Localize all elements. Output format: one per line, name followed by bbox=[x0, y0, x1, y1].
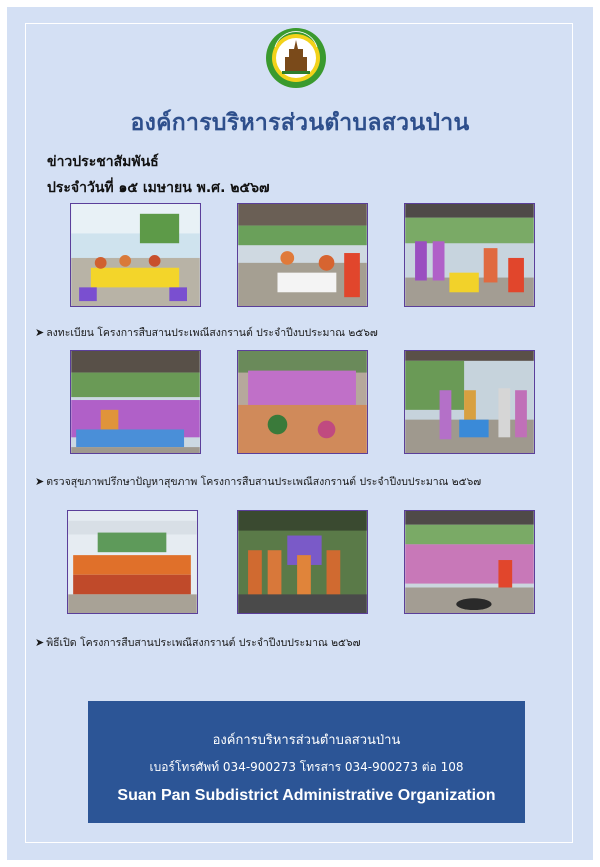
photo-opening-2 bbox=[237, 510, 368, 614]
photo-health-1 bbox=[70, 350, 201, 454]
photo-registration-1 bbox=[70, 203, 201, 307]
caption-health-check: ➤ ตรวจสุขภาพปรึกษาปัญหาสุขภาพ โครงการสืบสานประเพณีสงกรานต์ ประจำปีงบประมาณ ๒๕๖๗ bbox=[35, 475, 482, 488]
arrow-bullet-icon: ➤ bbox=[35, 326, 45, 339]
photo-opening-3 bbox=[404, 510, 535, 614]
photo-registration-3 bbox=[404, 203, 535, 307]
newsletter-page bbox=[7, 7, 593, 860]
arrow-bullet-icon: ➤ bbox=[35, 636, 45, 649]
photo-registration-2 bbox=[237, 203, 368, 307]
photo-health-2 bbox=[237, 350, 368, 454]
news-date: ประจำวันที่ ๑๕ เมษายน พ.ศ. ๒๕๖๗ bbox=[47, 180, 270, 196]
caption-registration: ➤ ลงทะเบียน โครงการสืบสานประเพณีสงกรานต์ ประจำปีงบประมาณ ๒๕๖๗ bbox=[35, 326, 378, 339]
contact-footer bbox=[88, 701, 525, 823]
footer-org-name-en: Suan Pan Subdistrict Administrative Organization bbox=[117, 787, 496, 804]
photo-health-3 bbox=[404, 350, 535, 454]
footer-org-name-th: องค์การบริหารส่วนตำบลสวนป่าน bbox=[212, 733, 401, 748]
photo-opening-1 bbox=[67, 510, 198, 614]
arrow-bullet-icon: ➤ bbox=[35, 475, 45, 488]
news-title: ข่าวประชาสัมพันธ์ bbox=[47, 154, 159, 170]
news-heading bbox=[47, 149, 270, 201]
caption-opening-ceremony: ➤ พิธีเปิด โครงการสืบสานประเพณีสงกรานต์ ประจำปีงบประมาณ ๒๕๖๗ bbox=[35, 636, 361, 649]
org-title: องค์การบริหารส่วนตำบลสวนป่าน bbox=[130, 110, 470, 136]
footer-contact-numbers: เบอร์โทรศัพท์ 034-900273 โทรสาร 034-900273 ต่อ 108 bbox=[149, 760, 464, 774]
org-logo bbox=[265, 27, 327, 89]
